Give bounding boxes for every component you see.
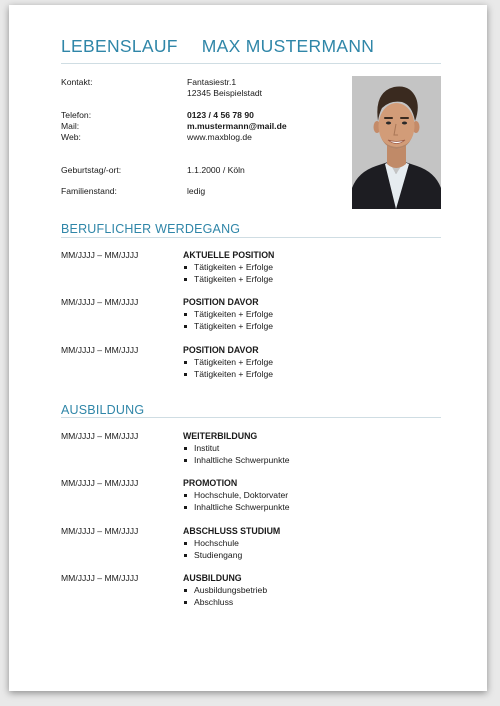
bullet-item: Tätigkeiten + Erfolge bbox=[183, 369, 433, 381]
bullet-item: Ausbildungsbetrieb bbox=[183, 585, 433, 597]
education-entry-title: PROMOTION bbox=[183, 478, 238, 488]
education-entry-title: ABSCHLUSS STUDIUM bbox=[183, 526, 281, 536]
education-divider bbox=[61, 417, 441, 418]
career-entry-bullets bbox=[183, 262, 433, 285]
bullet-item: Abschluss bbox=[183, 597, 433, 609]
education-entry-bullets bbox=[183, 585, 433, 608]
portrait-illustration bbox=[352, 76, 441, 209]
education-entry bbox=[183, 431, 433, 466]
education-entry-date: MM/JJJJ – MM/JJJJ bbox=[61, 478, 139, 488]
education-entry bbox=[183, 573, 433, 608]
mail-label: Mail: bbox=[61, 121, 80, 131]
bullet-item: Hochschule bbox=[183, 538, 433, 550]
education-entry-title: WEITERBILDUNG bbox=[183, 431, 258, 441]
address-line-2: 12345 Beispielstadt bbox=[187, 88, 263, 98]
mail-value: m.mustermann@mail.de bbox=[187, 121, 287, 131]
career-divider bbox=[61, 237, 441, 238]
web-value: www.maxblog.de bbox=[187, 132, 252, 142]
education-entry bbox=[183, 526, 433, 561]
web-label: Web: bbox=[61, 132, 81, 142]
education-entry bbox=[183, 478, 433, 513]
career-entry-title: AKTUELLE POSITION bbox=[183, 250, 275, 260]
education-entry-date: MM/JJJJ – MM/JJJJ bbox=[61, 526, 139, 536]
career-heading: BERUFLICHER WERDEGANG bbox=[61, 222, 241, 236]
education-entry-bullets bbox=[183, 538, 433, 561]
bullet-item: Tätigkeiten + Erfolge bbox=[183, 357, 433, 369]
address-line-1: Fantasiestr.1 bbox=[187, 77, 237, 87]
bullet-item: Tätigkeiten + Erfolge bbox=[183, 262, 433, 274]
education-entry-title: AUSBILDUNG bbox=[183, 573, 242, 583]
title-lebenslauf: LEBENSLAUF bbox=[61, 36, 178, 56]
family-label: Familienstand: bbox=[61, 186, 117, 196]
bullet-item: Studiengang bbox=[183, 550, 433, 562]
career-entry bbox=[183, 345, 433, 380]
birth-value: 1.1.2000 / Köln bbox=[187, 165, 245, 175]
education-heading: AUSBILDUNG bbox=[61, 403, 145, 417]
career-entry-date: MM/JJJJ – MM/JJJJ bbox=[61, 297, 139, 307]
bullet-item: Hochschule, Doktorvater bbox=[183, 490, 433, 502]
education-entry-date: MM/JJJJ – MM/JJJJ bbox=[61, 573, 139, 583]
bullet-item: Inhaltliche Schwerpunkte bbox=[183, 502, 433, 514]
career-entry bbox=[183, 297, 433, 332]
education-entry-bullets bbox=[183, 490, 433, 513]
career-entry bbox=[183, 250, 433, 285]
career-entry-date: MM/JJJJ – MM/JJJJ bbox=[61, 345, 139, 355]
telefon-label: Telefon: bbox=[61, 110, 92, 120]
title-name: MAX MUSTERMANN bbox=[201, 36, 375, 56]
bullet-item: Institut bbox=[183, 443, 433, 455]
career-entry-date: MM/JJJJ – MM/JJJJ bbox=[61, 250, 139, 260]
header-divider bbox=[61, 63, 441, 64]
kontakt-label: Kontakt: bbox=[61, 77, 93, 87]
bullet-item: Tätigkeiten + Erfolge bbox=[183, 321, 433, 333]
cv-page bbox=[9, 5, 487, 691]
birth-label: Geburtstag/-ort: bbox=[61, 165, 122, 175]
bullet-item: Tätigkeiten + Erfolge bbox=[183, 309, 433, 321]
bullet-item: Tätigkeiten + Erfolge bbox=[183, 274, 433, 286]
career-entry-title: POSITION DAVOR bbox=[183, 297, 259, 307]
bullet-item: Inhaltliche Schwerpunkte bbox=[183, 455, 433, 467]
portrait-photo bbox=[352, 76, 441, 209]
career-entry-title: POSITION DAVOR bbox=[183, 345, 259, 355]
telefon-value: 0123 / 4 56 78 90 bbox=[187, 110, 254, 120]
career-entry-bullets bbox=[183, 309, 433, 332]
career-entry-bullets bbox=[183, 357, 433, 380]
education-entry-date: MM/JJJJ – MM/JJJJ bbox=[61, 431, 139, 441]
family-value: ledig bbox=[187, 186, 206, 196]
page-title bbox=[61, 36, 374, 57]
education-entry-bullets bbox=[183, 443, 433, 466]
